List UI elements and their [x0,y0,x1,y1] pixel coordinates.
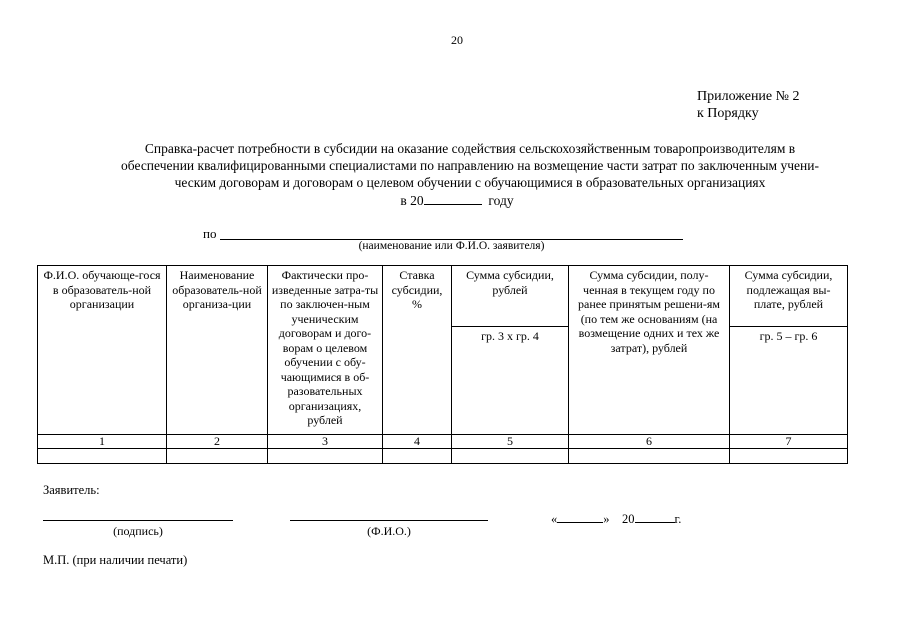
applicant-label: Заявитель: [43,483,100,497]
date-year-suffix: г. [674,512,682,526]
empty-cell [167,448,268,463]
applicant-prefix: по [203,226,217,241]
column-number: 5 [452,434,569,448]
formula-col-5: гр. 3 х гр. 4 [452,326,569,434]
calculation-table [37,265,848,464]
year-suffix: году [488,193,514,208]
empty-cell [383,448,452,463]
date-open-quote: « [551,512,558,526]
column-number: 2 [167,434,268,448]
empty-cell [268,448,383,463]
formula-col-7: гр. 5 – гр. 6 [730,326,848,434]
name-line [290,520,488,521]
header-col-5: Сумма субсидии, рублей [452,266,569,327]
column-number-row [38,434,848,448]
empty-cell [38,448,167,463]
signature-caption: (подпись) [113,524,163,538]
year-prefix: в 20 [400,193,424,208]
appendix-heading [697,88,800,122]
title-year-line [0,192,914,209]
empty-cell [452,448,569,463]
signature-line [43,520,233,521]
empty-cell [730,448,848,463]
title-line-2: обеспечении квалифицированными специалистами по направлению на возмещение части затрат по заключенным учени- [121,158,819,173]
applicant-name-caption: (наименование или Ф.И.О. заявителя) [358,240,545,252]
column-number: 1 [38,434,167,448]
date-close-quote: » [603,512,610,526]
page-number: 20 [451,33,463,47]
date-year-blank [635,510,675,523]
header-col-7: Сумма субсидии, подлежащая вы-плате, рублей [730,266,848,327]
date-field [551,510,681,527]
header-col-4: Ставка субсидии, % [383,266,452,435]
title-line-1: Справка-расчет потребности в субсидии на оказание содействия сельскохозяйственным товаропроизводителям в [144,141,796,156]
column-number: 3 [268,434,383,448]
appendix-line-1: Приложение № 2 [697,89,800,104]
stamp-note: М.П. (при наличии печати) [43,553,188,567]
appendix-line-2: к Порядку [697,106,759,121]
title-line-3: ческим договорам и договорам о целевом обучении с обучающимися в образовательных организациях [174,175,766,190]
column-number: 6 [569,434,730,448]
date-day-blank [557,510,603,523]
name-caption: (Ф.И.О.) [367,524,411,538]
column-number: 7 [730,434,848,448]
header-col-1: Ф.И.О. обучающе-гося в образователь-ной организации [38,266,167,435]
document-title [80,140,860,191]
header-col-3: Фактически про-изведенные затра-ты по заключен-ным ученическим договорам и дого-ворам о целевом обучении с обу-чающимися в об-разовательных организациях, рублей [268,266,383,435]
date-year-prefix: 20 [622,512,635,526]
header-col-2: Наименование образователь-ной организа-ции [167,266,268,435]
column-number: 4 [383,434,452,448]
header-col-6: Сумма субсидии, полу-ченная в текущем году по ранее принятым решени-ям (по тем же основаниям (на возмещение одних и тех же затрат), рублей [569,266,730,435]
year-blank [424,192,482,205]
empty-cell [569,448,730,463]
empty-data-row [38,448,848,463]
